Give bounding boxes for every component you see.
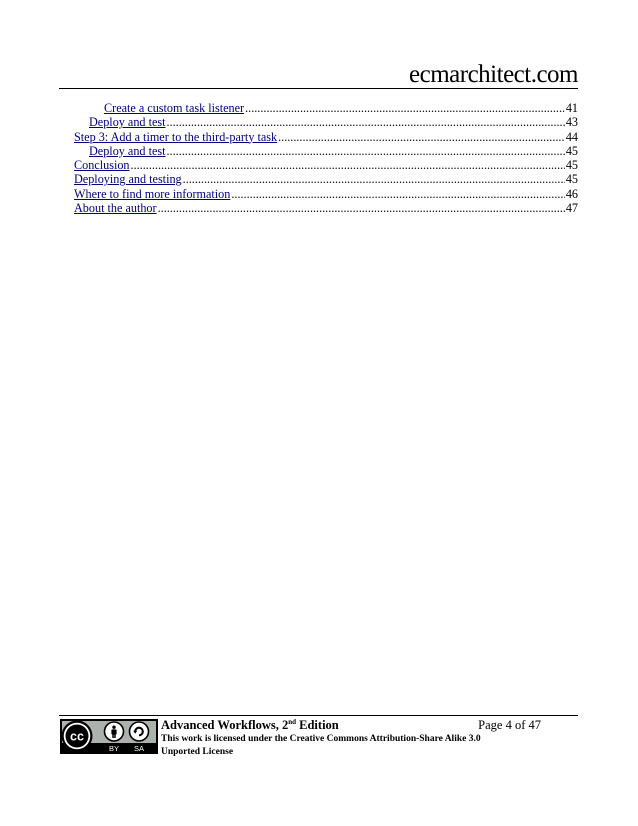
table-of-contents [74,101,578,215]
toc-page-number: 45 [565,143,578,158]
toc-entry-link[interactable]: Conclusion [74,158,130,173]
toc-entry-link[interactable]: Create a custom task listener [104,101,245,115]
book-title-text: Advanced Workflows, 2 [161,718,289,732]
book-title [161,717,339,733]
page-indicator: Page 4 of 47 [478,718,541,732]
creative-commons-icon [62,721,93,752]
footer [161,717,551,759]
footer-title-row [161,717,541,733]
toc-dot-leader [158,201,565,215]
toc-entry-link[interactable]: About the author [74,201,157,216]
footer-divider [59,715,578,716]
toc-entry [74,115,578,129]
toc-page-number: 44 [565,129,578,144]
toc-entry-link[interactable]: Deploy and test [89,143,166,158]
toc-entry-link[interactable]: Step 3: Add a timer to the third-party task [74,129,278,144]
toc-page-number: 43 [565,115,578,130]
toc-entry-link[interactable]: Deploy and test [89,115,166,130]
toc-dot-leader [131,158,565,172]
toc-page-number: 47 [565,201,578,216]
toc-entry-link[interactable]: Where to find more information [74,186,231,201]
toc-entry [74,187,578,201]
license-notice: This work is licensed under the Creative Commons Attribution-Share Alike 3.0 Unported License [161,734,481,757]
toc-dot-leader [231,187,564,201]
toc-dot-leader [167,115,565,129]
attribution-person-icon [105,722,124,741]
page-header [59,58,578,89]
toc-dot-leader [278,130,565,144]
toc-entry [74,201,578,215]
toc-entry [74,130,578,144]
toc-page-number: 45 [565,158,578,173]
toc-dot-leader [167,144,565,158]
cc-text: cc [70,729,84,744]
toc-dot-leader [183,172,565,186]
toc-page-number: 46 [565,186,578,201]
toc-entry [74,101,578,115]
toc-dot-leader [245,101,565,115]
toc-entry-link[interactable]: Deploying and testing [74,172,182,187]
cc-license-badge [60,719,158,754]
toc-page-number: 41 [565,101,578,115]
toc-entry [74,144,578,158]
edition-word: Edition [296,718,339,732]
site-name: ecmarchitect.com [409,61,578,88]
share-alike-icon [130,722,149,741]
cc-sa-label: SA [133,744,145,753]
edition-superscript: nd [288,717,297,726]
toc-entry [74,172,578,186]
toc-page-number: 45 [565,172,578,187]
cc-by-label: BY [108,744,120,753]
toc-entry [74,158,578,172]
